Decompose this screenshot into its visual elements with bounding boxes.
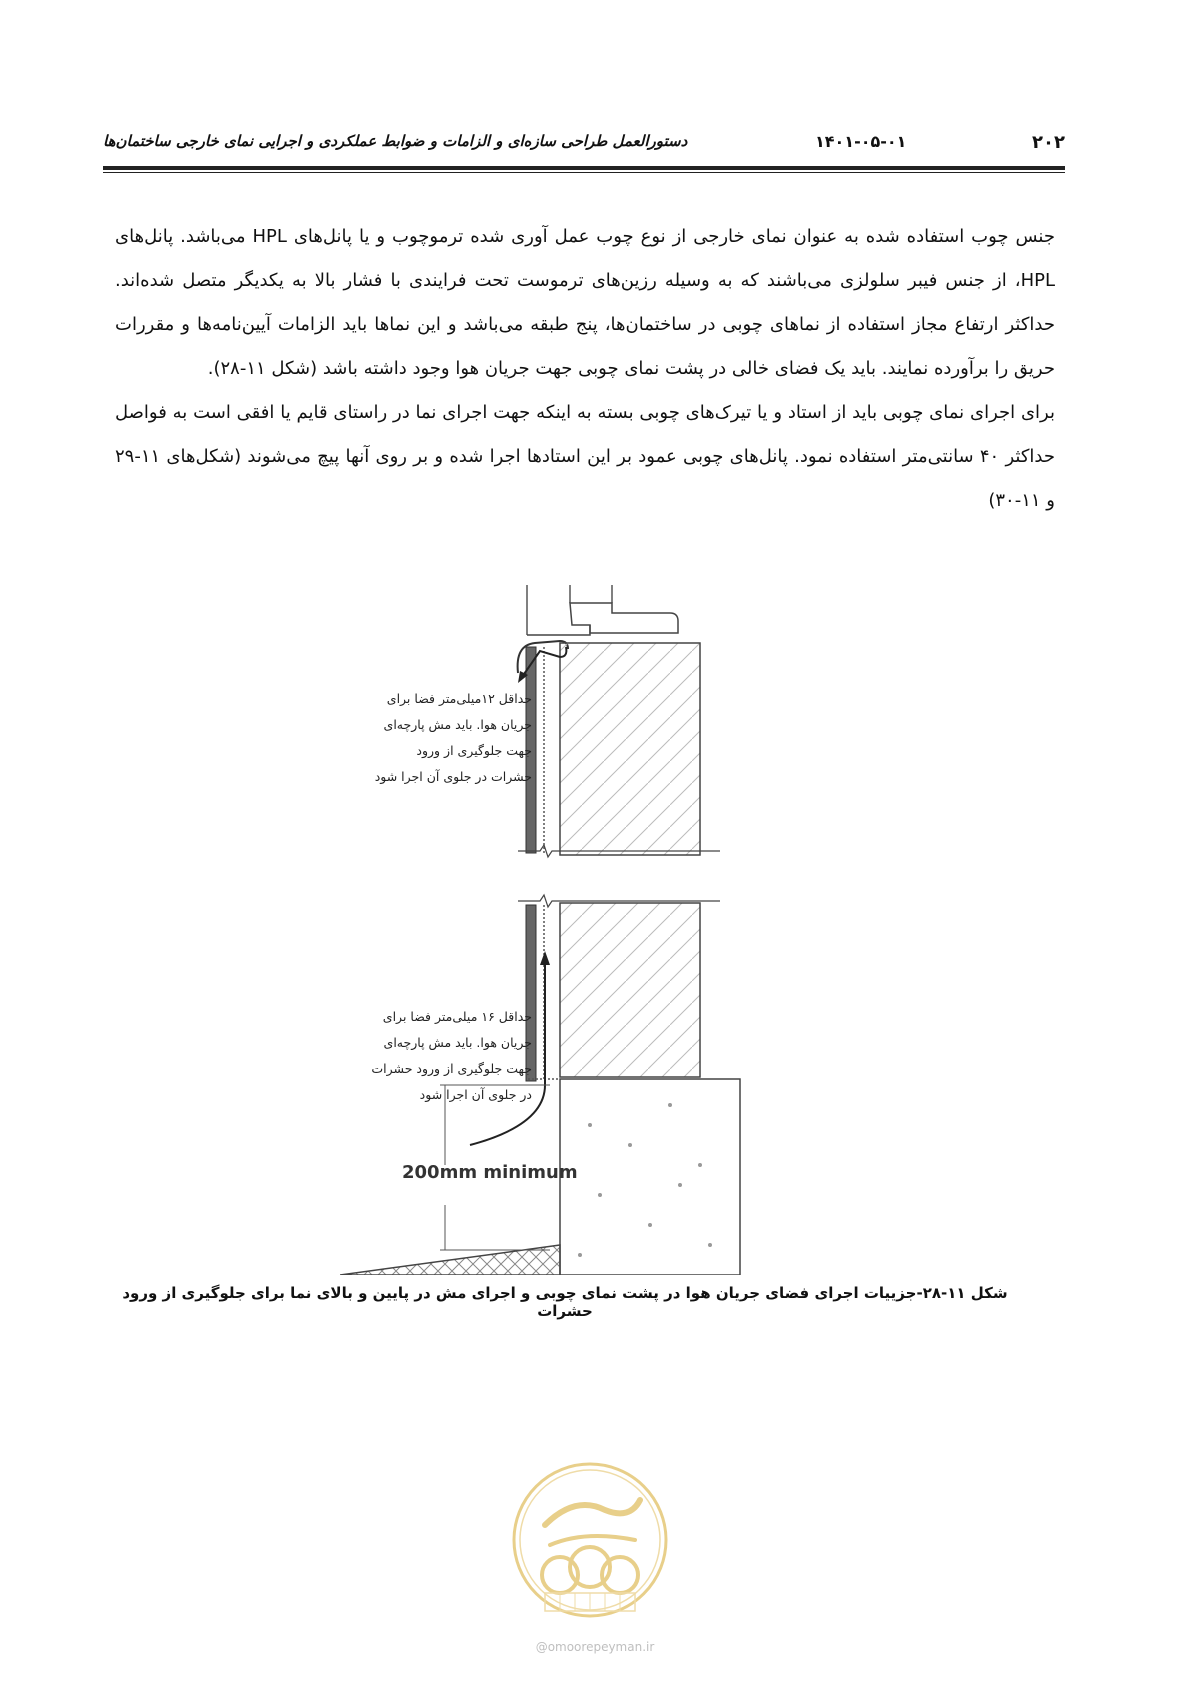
page-number: ۲۰۲ <box>1032 132 1065 153</box>
paragraph-1: جنس چوب استفاده شده به عنوان نمای خارجی از نوع چوب عمل آوری شده ترموچوب و یا پانل‌های HPL می‌باشد. پانل‌های HPL، از جنس فیبر سلولزی می‌باشند که به وسیله رزین‌های ترموست تحت فرایندی با فشار بالا به یکدیگر متصل شده‌اند. حداکثر ارتفاع مجاز استفاده از نماهای چوبی در ساختمان‌ها، پنج طبقه می‌باشد و این نماها باید الزامات آیین‌نامه‌ها و مقررات حریق را برآورده نمایند. باید یک فضای خالی در پشت نمای چوبی جهت جریان هوا وجود داشته باشد (شکل ۱۱-۲۸). <box>115 226 1055 379</box>
callout-top <box>362 686 532 790</box>
callout-bottom-line: حداقل ۱۶ میلی‌متر فضا برای <box>382 1009 532 1024</box>
callout-top-line: جریان هوا. باید مش پارچه‌ای <box>383 717 532 732</box>
omoore-peyman-logo <box>505 1455 675 1620</box>
page-header <box>103 118 1065 158</box>
body-text <box>115 215 1055 523</box>
callout-top-line: جهت جلوگیری از ورود <box>416 743 532 758</box>
paragraph-2: برای اجرای نمای چوبی باید از استاد و یا تیرک‌های چوبی بسته به اینکه جهت اجرای نما در راستای قایم یا افقی است به فواصل حداکثر ۴۰ سانتی‌متر استفاده نمود. پانل‌های چوبی عمود بر این استادها اجرا شده و بر روی آنها پیچ می‌شوند (شکل‌های ۱۱-۲۹ و ۱۱-۳۰) <box>115 402 1055 511</box>
figure-caption: شکل ۱۱-۲۸-جزییات اجرای فضای جریان هوا در پشت نمای چوبی و اجرای مش در پایین و بالای نما برای جلوگیری از ورود حشرات <box>122 1284 1008 1320</box>
callout-bottom-line: در جلوی آن اجرا شود <box>419 1087 532 1102</box>
callout-bottom-line: جریان هوا. باید مش پارچه‌ای <box>383 1035 532 1050</box>
callout-bottom <box>362 1004 532 1108</box>
dimension-label: 200mm minimum <box>402 1162 578 1183</box>
header-rule-thick <box>103 166 1065 170</box>
header-date: ۱۴۰۱-۰۵-۰۱ <box>815 132 907 151</box>
wall-block-lower <box>560 903 700 1077</box>
callout-top-line: حشرات در جلوی آن اجرا شود <box>374 769 532 784</box>
watermark: @omoorepeyman.ir <box>535 1640 655 1654</box>
wall-block-upper <box>560 643 700 855</box>
header-rule-thin <box>103 172 1065 173</box>
callout-top-line: حداقل ۱۲میلی‌متر فضا برای <box>386 691 532 706</box>
foundation <box>560 1079 740 1275</box>
header-title: دستورالعمل طراحی سازه‌ای و الزامات و ضوابط عملکردی و اجرایی نمای خارجی ساختمان‌ها <box>103 132 688 150</box>
callout-bottom-line: جهت جلوگیری از ورود حشرات <box>371 1061 532 1076</box>
